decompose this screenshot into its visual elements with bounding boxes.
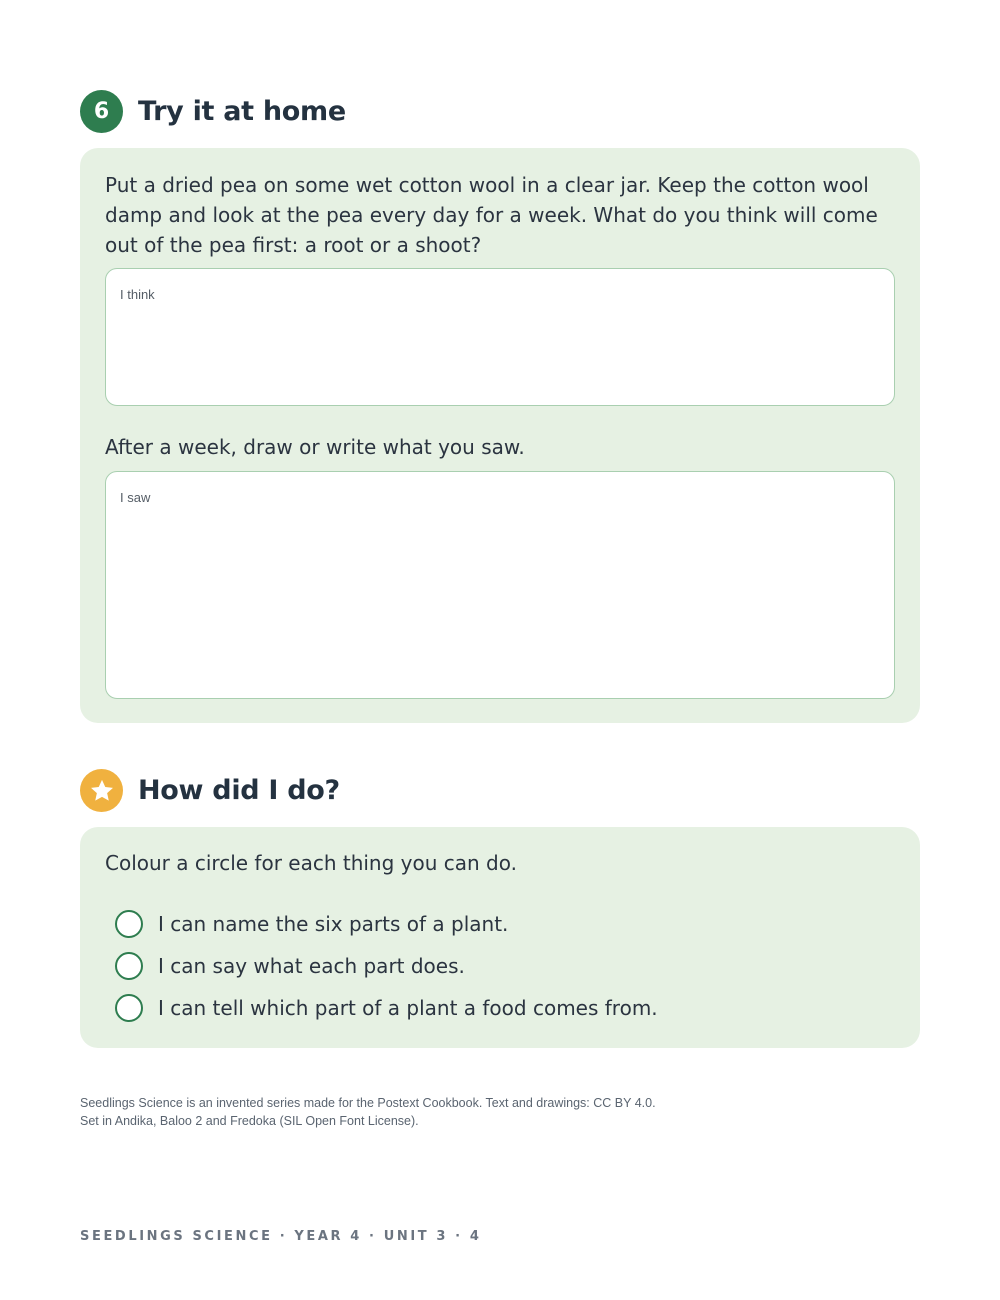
activity-prompt: Put a dried pea on some wet cotton wool in a clear jar. Keep the cotton wool damp and look at the pea every day for a week. What do you think will come out of the pea first: a root or a shoot? [105,173,878,257]
credits-line: Set in Andika, Baloo 2 and Fredoka (SIL Open Font License). [80,1114,419,1128]
section-number-badge: 6 [80,90,123,133]
self-check-circle[interactable] [115,994,143,1022]
checklist-item [115,994,658,1022]
answer-starter: I saw [120,490,151,505]
self-check-circle[interactable] [115,952,143,980]
section-title: How did I do? [138,775,340,806]
self-review-panel [80,827,920,1048]
observation-prompt: After a week, draw or write what you saw. [105,435,525,459]
review-heading [80,769,340,812]
checklist-label: I can say what each part does. [158,954,465,978]
prediction-answer-box[interactable] [105,268,895,406]
page-footer: SEEDLINGS SCIENCE · YEAR 4 · UNIT 3 · 4 [80,1229,482,1244]
observation-answer-box[interactable] [105,471,895,699]
checklist-label: I can tell which part of a plant a food comes from. [158,996,658,1020]
checklist-item [115,952,465,980]
section-title: Try it at home [138,96,346,127]
section-6-heading [80,90,346,133]
credits [80,1094,656,1130]
answer-starter: I think [120,287,155,302]
credits-line: Seedlings Science is an invented series made for the Postext Cookbook. Text and drawings: CC BY 4.0. [80,1096,656,1110]
checklist-label: I can name the six parts of a plant. [158,912,509,936]
review-instruction: Colour a circle for each thing you can do. [105,851,517,875]
self-check-circle[interactable] [115,910,143,938]
star-icon [80,769,123,812]
try-at-home-panel [80,148,920,723]
checklist-item [115,910,508,938]
